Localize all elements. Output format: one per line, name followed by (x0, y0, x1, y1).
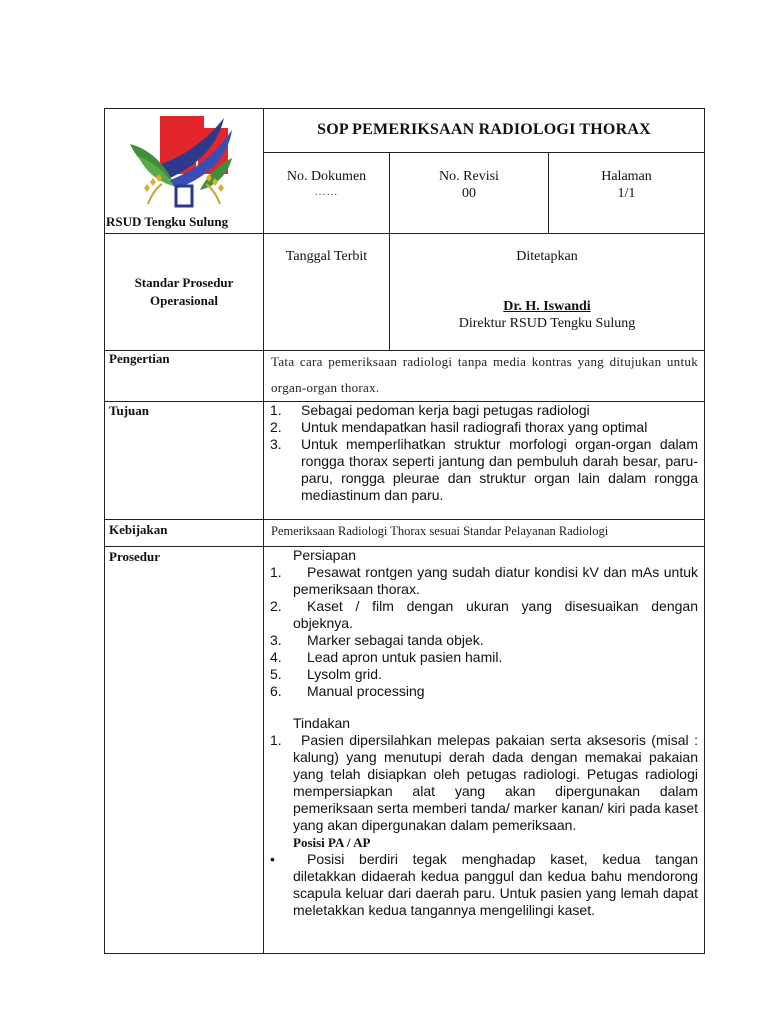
border-left (104, 108, 105, 954)
border-right (704, 108, 705, 954)
tindakan-title: Tindakan (293, 715, 351, 731)
tujuan-list (270, 402, 698, 504)
list-item: 5. Lysolm grid. (270, 666, 382, 682)
list-item: 3. Marker sebagai tanda objek. (270, 632, 484, 648)
hospital-logo-icon (120, 108, 250, 213)
established-label: Ditetapkan (516, 249, 578, 264)
page-label: Halaman (601, 169, 652, 184)
tujuan-label: Tujuan (109, 403, 149, 418)
sop-label: Standar Prosedur Operasional (134, 275, 234, 308)
doc-number-value: …… (314, 186, 339, 198)
page-value: 1/1 (617, 186, 636, 201)
kebijakan-label: Kebijakan (109, 522, 168, 537)
list-item: 1. Pasien dipersilahkan melepas pakaian serta aksesoris (misal : kalung) yang menutupi derah dada dengan memakai pakaian yang telah disiapkan oleh petugas radiologi. Petugas radiologi mempersiapkan alat yang akan dipergunakan dalam pemeriksaan serta memberi tanda/ marker kanan/ kiri pada kaset yang akan dipergunakan dalam pemeriksaan. (270, 732, 698, 833)
page-title: SOP PEMERIKSAAN RADIOLOGI THORAX (317, 121, 651, 138)
header-row-divider (104, 233, 705, 234)
posisi-title: Posisi PA / AP (293, 835, 371, 850)
pengertian-text: Tata cara pemeriksaan radiologi tanpa media kontras yang ditujukan untuk organ-organ thorax. (271, 354, 698, 395)
revision-label: No. Revisi (439, 169, 499, 184)
hospital-name: RSUD Tengku Sulung (106, 214, 229, 229)
list-item: 6. Manual processing (270, 683, 425, 699)
director-title: Direktur RSUD Tengku Sulung (458, 316, 636, 331)
issue-date-label: Tanggal Terbit (285, 249, 368, 264)
list-item: 1. Pesawat rontgen yang sudah diatur kondisi kV dan mAs untuk pemeriksaan thorax. (270, 564, 698, 597)
hospital-logo (120, 108, 250, 213)
prosedur-content (270, 547, 698, 919)
kebijakan-text: Pemeriksaan Radiologi Thorax sesuai Standar Pelayanan Radiologi (271, 524, 609, 538)
list-item: 3. Untuk memperlihatkan struktur morfologi organ-organ dalam rongga thorax seperti jantung dan pembuluh darah besar, paru-paru, rongga pleurae dan struktur organ lain dalam rongga mediastinum dan paru. (270, 436, 698, 503)
title-divider (263, 152, 705, 153)
doc-number-label: No. Dokumen (286, 169, 367, 184)
list-item: 4. Lead apron untuk pasien hamil. (270, 649, 503, 665)
list-item: 1. Sebagai pedoman kerja bagi petugas radiologi (270, 402, 590, 418)
persiapan-title: Persiapan (293, 547, 357, 563)
bullet-icon: • (270, 851, 275, 867)
border-bottom (104, 953, 705, 954)
list-item: • Posisi berdiri tegak menghadap kaset, kedua tangan diletakkan didaerah kedua panggul dan kedua bahu mendorong scapula keluar dari daerah paru. Untuk pasien yang lemah dapat meletakkan kedua tangannya mengelilingi kaset. (270, 851, 698, 918)
posisi-list (270, 851, 698, 919)
prosedur-label: Prosedur (109, 549, 161, 564)
revision-value: 00 (462, 186, 476, 201)
row-divider-3 (104, 519, 705, 520)
persiapan-list (270, 564, 698, 700)
tindakan-list (270, 732, 698, 834)
list-item: 2. Kaset / film dengan ukuran yang disesuaikan dengan objeknya. (270, 598, 698, 631)
pengertian-label: Pengertian (109, 351, 170, 366)
list-item: 2. Untuk mendapatkan hasil radiografi thorax yang optimal (270, 419, 648, 435)
column-divider (263, 108, 264, 954)
director-name: Dr. H. Iswandi (503, 299, 591, 314)
